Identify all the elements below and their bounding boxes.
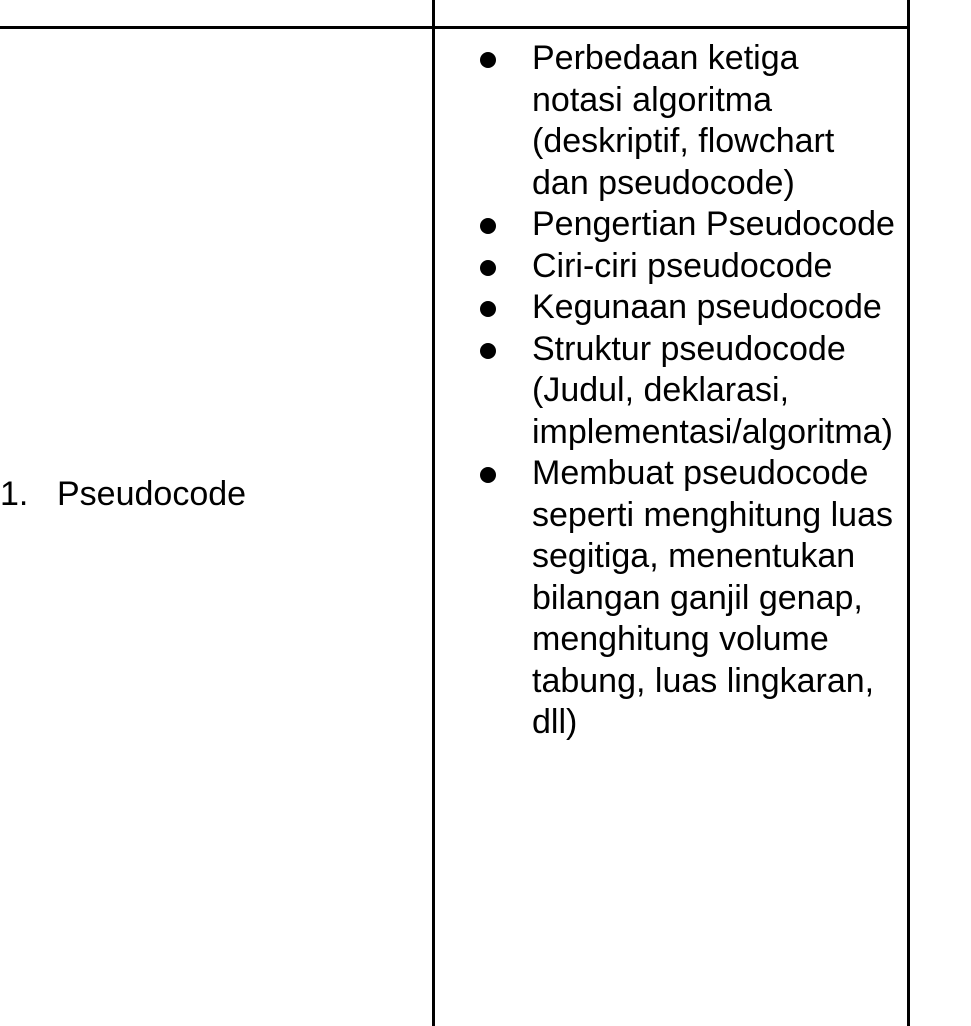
list-item-text: Struktur pseudocode (Judul, deklarasi, implementasi/algoritma) bbox=[532, 329, 893, 451]
bullet-icon bbox=[480, 301, 496, 317]
list-item-text: Perbedaan ketiga notasi algoritma (deskriptif, flowchart dan pseudocode) bbox=[532, 39, 835, 202]
table-cell-topic bbox=[0, 474, 246, 515]
list-item bbox=[475, 287, 895, 329]
table-cell-subtopics bbox=[475, 38, 895, 744]
bullet-icon bbox=[480, 218, 496, 234]
list-item bbox=[475, 329, 895, 454]
list-item bbox=[475, 204, 895, 246]
table-column-divider bbox=[432, 0, 435, 1026]
list-item-text: Kegunaan pseudocode bbox=[532, 288, 882, 326]
list-item bbox=[475, 246, 895, 288]
list-number: 1. bbox=[0, 475, 29, 513]
bullet-icon bbox=[480, 260, 496, 276]
bullet-icon bbox=[480, 343, 496, 359]
table-right-border bbox=[907, 0, 910, 1026]
topic-label: Pseudocode bbox=[57, 475, 247, 513]
list-item-text: Pengertian Pseudocode bbox=[532, 205, 895, 243]
list-item-text: Ciri-ciri pseudocode bbox=[532, 246, 833, 285]
table-row-divider bbox=[0, 26, 910, 29]
bullet-icon bbox=[480, 52, 496, 68]
list-item-text: Membuat pseudocode seperti menghitung luas segitiga, menentukan bilangan ganjil genap, menghitung volume tabung, luas lingkaran, dll) bbox=[532, 454, 894, 741]
list-item bbox=[475, 453, 895, 744]
subtopic-list bbox=[475, 38, 895, 744]
list-item bbox=[475, 38, 895, 204]
bullet-icon bbox=[480, 467, 496, 483]
